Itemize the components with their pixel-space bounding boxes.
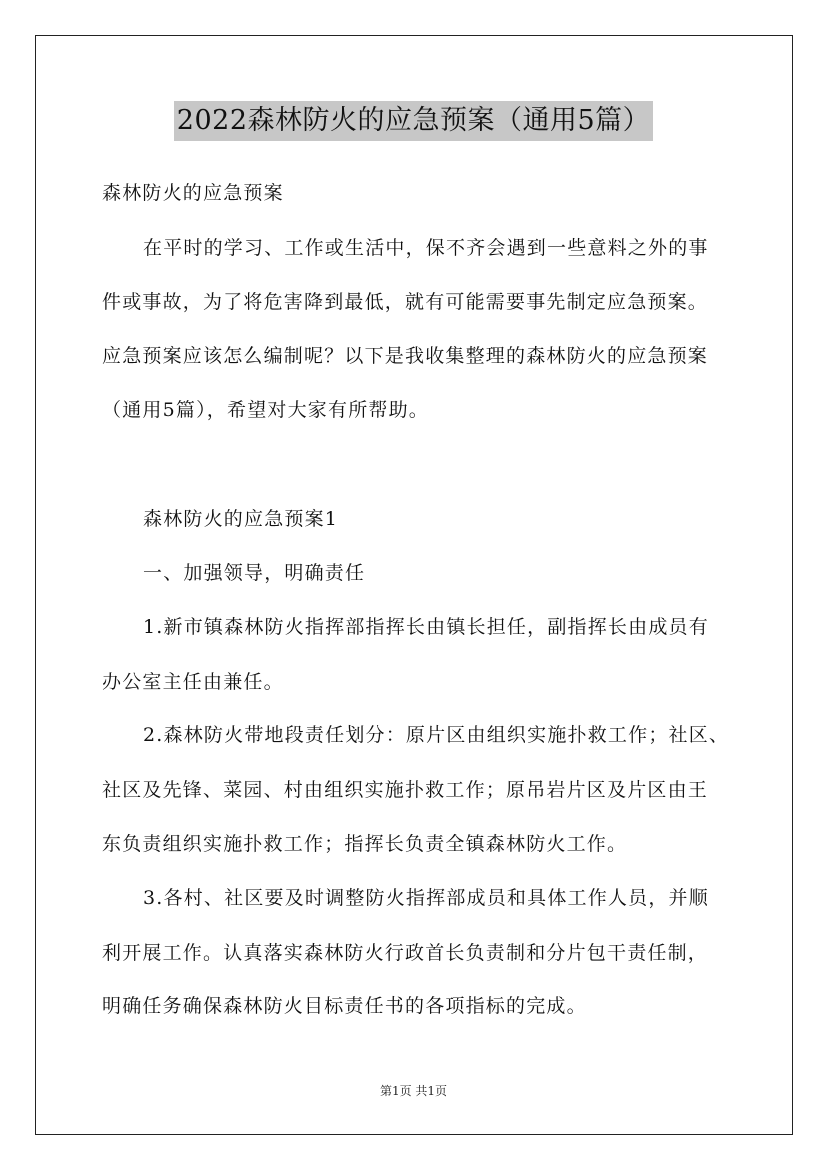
item-1-line: 办公室主任由兼任。: [102, 671, 284, 693]
intro-paragraph-line: 应急预案应该怎么编制呢？以下是我收集整理的森林防火的应急预案: [102, 345, 709, 367]
page-number-footer: 第1页 共1页: [379, 1084, 448, 1098]
item-1-line: 1.新市镇森林防火指挥部指挥长由镇长担任，副指挥长由成员有: [143, 616, 709, 638]
title-container: [0, 101, 827, 141]
intro-paragraph-line: （通用5篇），希望对大家有所帮助。: [102, 399, 429, 421]
document-title: 2022森林防火的应急预案（通用5篇）: [174, 101, 653, 141]
item-3-line: 利开展工作。认真落实森林防火行政首长负责制和分片包干责任制，: [102, 942, 709, 964]
intro-paragraph-line: 件或事故，为了将危害降到最低，就有可能需要事先制定应急预案。: [102, 291, 709, 313]
item-2-line: 东负责组织实施扑救工作；指挥长负责全镇森林防火工作。: [102, 833, 628, 855]
intro-paragraph-line: 在平时的学习、工作或生活中，保不齐会遇到一些意料之外的事: [143, 237, 709, 259]
item-3-line: 明确任务确保森林防火目标责任书的各项指标的完成。: [102, 995, 587, 1017]
item-2-line: 社区及先锋、菜园、村由组织实施扑救工作；原吊岩片区及片区由王: [102, 779, 709, 801]
item-2-line: 2.森林防火带地段责任划分：原片区由组织实施扑救工作；社区、: [143, 724, 730, 746]
subheading: 一、加强领导，明确责任: [143, 562, 366, 584]
item-3-line: 3.各村、社区要及时调整防火指挥部成员和具体工作人员，并顺: [143, 887, 709, 909]
intro-heading: 森林防火的应急预案: [102, 182, 284, 204]
section-heading: 森林防火的应急预案1: [143, 508, 339, 530]
